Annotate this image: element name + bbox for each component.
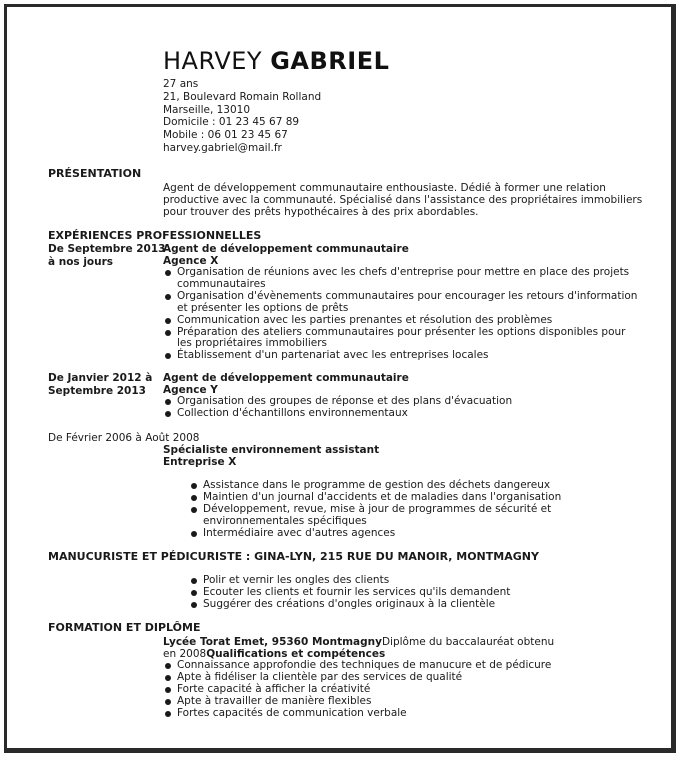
job-1-company: Agence X (163, 255, 219, 267)
list-item: Suggérer des créations d'ongles originaux à la clientèle (189, 599, 589, 611)
bullet-icon (165, 687, 171, 693)
list-item: Ecouter les clients et fournir les services qu'ils demandent (189, 587, 589, 599)
list-item: Communication avec les parties prenantes et résolution des problèmes (163, 315, 643, 327)
bullet-icon (165, 294, 171, 300)
job-2-company: Agence Y (163, 384, 218, 396)
list-item: Collection d'échantillons environnementaux (163, 408, 643, 420)
list-item: Développement, revue, mise à jour de programmes de sécurité et environnementales spécifiques (189, 504, 589, 528)
list-item: Intermédiaire avec d'autres agences (189, 528, 589, 540)
diploma-text: Diplôme du baccalauréat obtenu en 2008 (163, 636, 555, 660)
qualifications-title: Qualifications et compétences (206, 648, 386, 660)
contact-age: 27 ans (163, 78, 199, 90)
bullet-icon (191, 495, 197, 501)
list-item: Polir et vernir les ongles des clients (189, 575, 589, 587)
list-item: Assistance dans le programme de gestion des déchets dangereux (189, 480, 589, 492)
list-item: Connaissance approfondie des techniques de manucure et de pédicure (163, 660, 563, 672)
job-2 (163, 372, 643, 420)
job-3-company: Entreprise X (163, 456, 237, 468)
school-name: Lycée Torat Emet, 95360 Montmagny (163, 636, 382, 648)
bullet-icon (165, 411, 171, 417)
bullet-icon (191, 590, 197, 596)
list-item: Fortes capacités de communication verbale (163, 708, 563, 720)
job-3-dates: De Février 2006 à Août 2008 (48, 432, 200, 444)
section-title-formation: FORMATION ET DIPLÔME (48, 621, 201, 634)
job-2-dates: De Janvier 2012 à Septembre 2013 (48, 372, 153, 397)
bullet-icon (191, 507, 197, 513)
section-title-experiences: EXPÉRIENCES PROFESSIONNELLES (48, 229, 262, 242)
job-1-role: Agent de développement communautaire (163, 243, 409, 255)
resume-page (4, 4, 676, 753)
bullet-icon (191, 602, 197, 608)
bullet-icon (165, 270, 171, 276)
bullet-icon (165, 663, 171, 669)
bullet-icon (165, 353, 171, 359)
list-item: Organisation des groupes de réponse et des plans d'évacuation (163, 396, 643, 408)
list-item: Organisation d'évènements communautaires pour encourager les retours d'information et présenter les options de prêts (163, 291, 643, 315)
section-title-presentation: PRÉSENTATION (48, 167, 142, 180)
list-item: Apte à travailler de manière flexibles (163, 696, 563, 708)
bullet-icon (165, 675, 171, 681)
candidate-name (163, 47, 389, 75)
job-3-role: Spécialiste environnement assistant (163, 444, 380, 456)
bullet-icon (165, 699, 171, 705)
bullet-icon (165, 330, 171, 336)
contact-email: harvey.gabriel@mail.fr (163, 141, 282, 154)
job-2-bullets (163, 396, 643, 420)
job-3-bullets (189, 480, 589, 540)
bullet-icon (165, 711, 171, 717)
manucuriste-bullets (189, 575, 589, 611)
job-3 (163, 444, 643, 468)
section-title-manucuriste: MANUCURISTE ET PÉDICURISTE : GINA-LYN, 215 RUE DU MANOIR, MONTMAGNY (48, 550, 539, 563)
job-2-role: Agent de développement communautaire (163, 372, 409, 384)
job-1-dates: De Septembre 2013 à nos jours (48, 243, 166, 268)
contact-info (163, 78, 321, 155)
bullet-icon (191, 578, 197, 584)
contact-city: Marseille, 13010 (163, 103, 251, 116)
list-item: Établissement d'un partenariat avec les entreprises locales (163, 350, 643, 362)
contact-home-phone: Domicile : 01 23 45 67 89 (163, 116, 300, 129)
formation-block (163, 636, 563, 720)
bullet-icon (191, 531, 197, 537)
bullet-icon (165, 399, 171, 405)
presentation-text: Agent de développement communautaire enthousiaste. Dédié à former une relation productive avec la communauté. Spécialisé dans l'assistance des propriétaires immobiliers pour trouver des prêts hypothécaires à des prix abordables. (163, 182, 643, 218)
list-item: Organisation de réunions avec les chefs d'entreprise pour mettre en place des projets communautaires (163, 267, 643, 291)
job-1-bullets (163, 267, 643, 362)
formation-line (163, 636, 563, 660)
bullet-icon (165, 318, 171, 324)
last-name: GABRIEL (270, 47, 390, 75)
contact-mobile-phone: Mobile : 06 01 23 45 67 (163, 129, 288, 142)
first-name: HARVEY (163, 47, 263, 75)
list-item: Préparation des ateliers communautaires pour présenter les options disponibles pour les propriétaires immobiliers (163, 327, 643, 351)
list-item: Maintien d'un journal d'accidents et de maladies dans l'organisation (189, 492, 589, 504)
qualifications-bullets (163, 660, 563, 720)
list-item: Forte capacité à afficher la créativité (163, 684, 563, 696)
list-item: Apte à fidéliser la clientèle par des services de qualité (163, 672, 563, 684)
contact-street: 21, Boulevard Romain Rolland (163, 90, 322, 103)
bullet-icon (191, 483, 197, 489)
job-1 (163, 243, 643, 362)
